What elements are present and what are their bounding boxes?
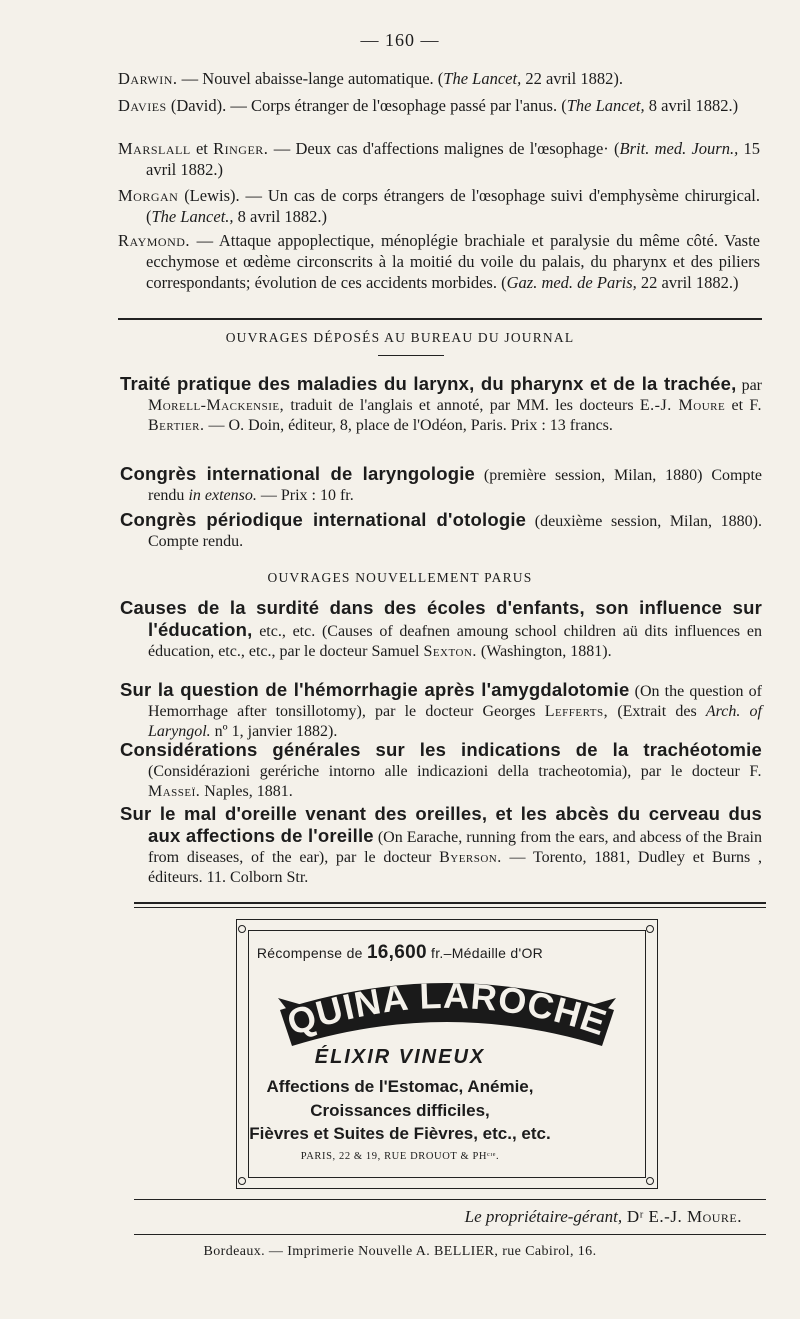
bib-author: Marslall [118,139,191,158]
book-entry-oreille [120,804,762,888]
ad-subtitle: ÉLIXIR VINEUX [314,1046,486,1068]
signature-role: Le propriétaire-gérant, [464,1207,623,1226]
bib-journal: Gaz. med. de Paris, [506,273,637,292]
section-divider [118,318,762,320]
bib-author: Morgan [118,186,179,205]
bib-text: et [190,139,214,158]
book-text: (première session, Milan, 1880) Compte rendu [148,467,762,504]
ad-top-rule [134,902,766,904]
ad-line-3: Fièvres et Suites de Fièvres, etc., etc. [249,1124,551,1143]
printer-line: Bordeaux. — Imprimerie Nouvelle A. BELLIER, rue Cabirol, 16. [203,1244,597,1259]
ad-top-rule-thin [134,907,766,908]
bib-journal: The Lancet, [566,96,645,115]
book-title: Causes de la surdité dans des écoles d'enfants, son influence sur l'éducation, [120,597,762,640]
book-text: (Considérazioni gerériche intorno alle indicazioni della tracheotomia), par le docteur [148,763,750,780]
bib-tail: 22 avril 1882). [521,69,623,88]
book-text: (On the question of Hemorrhage after tonsillotomy), par le docteur Georges [148,683,763,720]
book-entry-hemorrhagie [120,680,762,742]
quina-laroche-banner [276,968,618,1058]
bib-entry-morgan [118,185,760,227]
book-italic: in extenso. [188,487,257,504]
bib-tail: 22 avril 1882.) [636,273,739,292]
book-text: et [725,397,750,414]
book-text: (On Earache, running from the ears, and abcess of the Brain from diseases, of the ear), par le docteur [148,829,762,866]
bib-text: — Nouvel abaisse-lange automatique. ( [177,69,444,88]
bib-entry-darwin [118,68,760,89]
ad-award [0,942,800,964]
bib-tail: 15 avril 1882.) [146,139,761,179]
short-divider [378,355,444,356]
bib-tail: 8 avril 1882.) [233,207,328,226]
book-text: (deuxième session, Milan, 1880). Compte rendu. [148,513,763,550]
book-author: E.-J. Moure [639,397,726,414]
ad-corner-dot [238,925,246,933]
ad-address: PARIS, 22 & 19, RUE DROUOT & PHᶜᶦᵉ. [300,1151,500,1162]
book-title: Sur le mal d'oreille venant des oreilles, et les abcès du cerveau dus aux affections de l'oreille [120,803,762,846]
book-author: Byerson. [439,849,502,866]
bib-text-2: — Deux cas d'affections malignes de l'œsophage· ( [268,139,620,158]
signature-name: Dʳ E.-J. Moure. [622,1207,742,1226]
ad-line-1: Affections de l'Estomac, Anémie, [266,1077,534,1096]
book-text: (Extrait des [608,703,706,720]
bib-author: Darwin. [118,69,178,88]
signature-rule [134,1199,766,1200]
book-entry-congres-laryngologie [120,464,762,506]
signature [465,1207,742,1227]
bib-journal: The Lancet., [151,207,234,226]
book-text: etc., etc. (Causes of deafnen amoung school children aü dits influences en éducation, etc., etc., par le docteur Samuel [148,623,762,660]
section-title-deposes: OUVRAGES DÉPOSÉS AU BUREAU DU JOURNAL [225,330,575,345]
bib-entry-raymond [118,230,760,293]
book-text: (Washington, 1881). [476,643,612,660]
book-author: Sexton. [423,643,477,660]
book-entry-congres-otologie [120,510,762,552]
bib-entry-marslall [118,138,760,180]
book-title: Sur la question de l'hémorrhagie après l'amygdalotomie [120,679,630,700]
bib-tail: 8 avril 1882.) [644,96,739,115]
ad-award-text: Récompense de [256,945,367,961]
ad-corner-dot [646,925,654,933]
ad-award-tail: fr.–Médaille d'OR [426,945,544,961]
book-title: Considérations générales sur les indications de la trachéotomie [120,739,762,760]
bib-text: (David). — Corps étranger de l'œsophage passé par l'anus. ( [166,96,567,115]
bib-author-2: Ringer. [213,139,269,158]
book-entry-traite [120,374,762,436]
bib-journal: Brit. med. Journ., [619,139,739,158]
book-text: — Prix : 10 fr. [256,487,354,504]
book-title: Congrès international de laryngologie [120,463,476,484]
ad-line-2: Croissances difficiles, [310,1101,490,1120]
bib-journal: The Lancet, [443,69,522,88]
book-entry-surdite [120,598,762,662]
section-title-nouveaux: OUVRAGES NOUVELLEMENT PARUS [267,570,533,585]
page-number: — 160 — [360,30,440,50]
footer-rule [134,1234,766,1235]
ad-brand: QUINA LAROCHE [282,974,613,1044]
book-entry-tracheotomie [120,740,762,802]
book-text: — O. Doin, éditeur, 8, place de l'Odéon, Paris. Prix : 13 francs. [204,417,613,434]
book-text: — Torento, 1881, Dudley et Burns , éditeurs. 11. Colborn Str. [148,849,763,886]
bib-author: Davies [118,96,167,115]
book-title: Congrès périodique international d'otologie [120,509,527,530]
book-text: Naples, 1881. [200,783,293,800]
book-text: nº 1, janvier 1882). [210,723,338,740]
ad-corner-dot [238,1177,246,1185]
book-italic: Arch. of Laryngol. [148,703,763,740]
book-text: traduit de l'anglais et annoté, par MM. les docteurs [284,397,640,414]
book-text: par [736,377,762,394]
bib-text: (Lewis). — Un cas de corps étrangers de l'œsophage suivi d'emphysème chirurgical. ( [146,186,760,226]
bib-author: Raymond. [118,231,191,250]
book-author: F. Masseï. [148,763,762,800]
bib-text: — Attaque appoplectique, ménoplégie brachiale et paralysie du même côté. Vaste ecchymose et œdème circonscrits à la moitié du voile du palais, du pharynx et des piliers correspondants; évolution de ces accidents morbides. ( [146,231,760,292]
bib-entry-davies [118,95,760,116]
book-author: Lefferts, [544,703,609,720]
book-author: F. Bertier. [148,397,763,434]
book-title: Traité pratique des maladies du larynx, du pharynx et de la trachée, [120,373,737,394]
ad-award-amount: 16,600 [366,942,427,963]
book-author: Morell-Mackensie, [148,397,285,414]
ad-corner-dot [646,1177,654,1185]
